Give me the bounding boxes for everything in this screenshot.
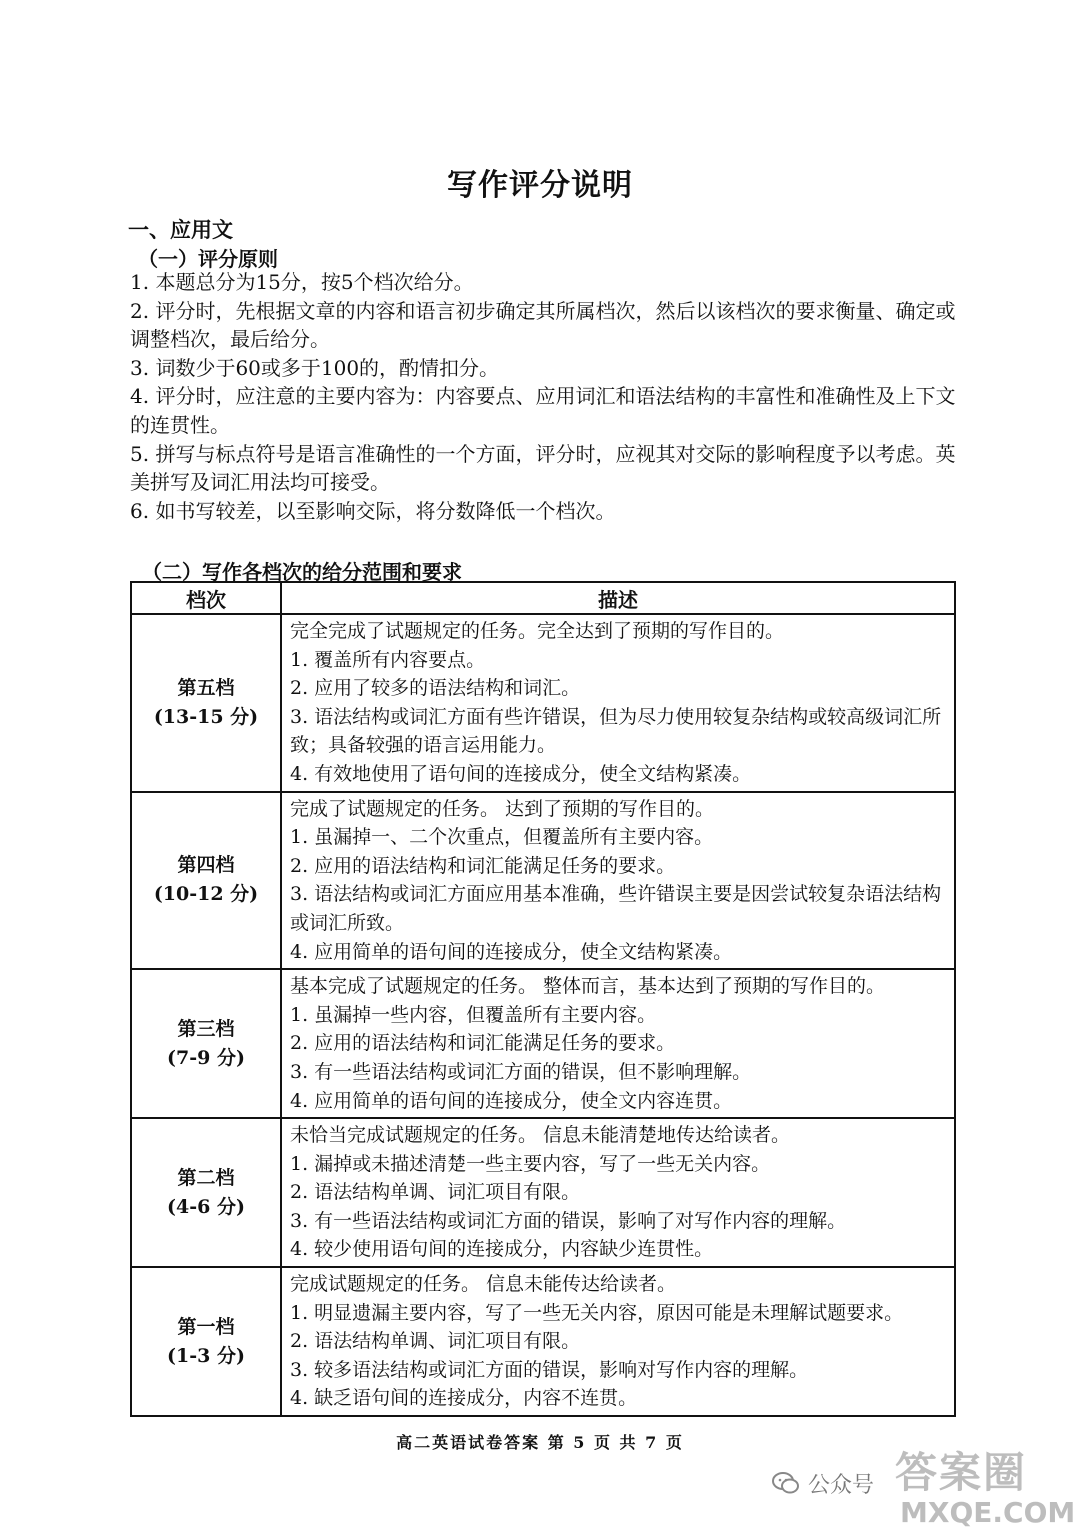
grade-level-name: 第一档 [177,1315,235,1338]
grade-description-cell [281,1267,955,1416]
grade-description-cell [281,969,955,1118]
table-row [131,614,955,792]
description-line: 1. 虽漏掉一些内容，但覆盖所有主要内容。 [290,1003,657,1026]
grade-level-cell [131,1267,281,1416]
grade-score-range: (1-3 分) [167,1344,245,1367]
table-row [131,1118,955,1267]
wechat-icon [772,1471,800,1495]
description-line: 3. 语法结构或词汇方面有些许错误，但为尽力使用较复杂结构或较高级词汇所致；具备较强的语言运用能力。 [290,705,942,757]
grade-level-name: 第四档 [177,854,235,877]
grading-table [130,581,956,1417]
description-line: 3. 有一些语法结构或词汇方面的错误，但不影响理解。 [290,1060,752,1083]
description-line: 4. 应用简单的语句间的连接成分，使全文结构紧凑。 [290,940,733,963]
grade-score-range: (7-9 分) [167,1046,245,1069]
table-row [131,792,955,970]
description-line: 3. 有一些语法结构或词汇方面的错误，影响了对写作内容的理解。 [290,1209,847,1232]
grade-description-cell [281,1118,955,1267]
description-line: 4. 较少使用语句间的连接成分，内容缺少连贯性。 [290,1238,714,1261]
description-line: 4. 有效地使用了语句间的连接成分，使全文结构紧凑。 [290,762,752,785]
grade-level-cell [131,614,281,792]
description-line: 1. 明显遗漏主要内容，写了一些无关内容，原因可能是未理解试题要求。 [290,1301,904,1324]
grade-description-cell [281,792,955,970]
grade-level-cell [131,969,281,1118]
description-line: 3. 语法结构或词汇方面应用基本准确，些许错误主要是因尝试较复杂语法结构或词汇所致。 [290,883,942,934]
grade-score-range: (4-6 分) [167,1195,245,1218]
grade-level-cell [131,1118,281,1267]
column-header-level: 档次 [131,582,281,614]
grade-level-name: 第五档 [177,676,235,699]
principles-list [130,268,960,525]
description-line: 完成了试题规定的任务。 达到了预期的写作目的。 [290,797,715,820]
description-line: 2. 语法结构单调、词汇项目有限。 [290,1181,581,1204]
grade-description-cell [281,614,955,792]
description-line: 完全完成了试题规定的任务。完全达到了预期的写作目的。 [290,620,785,642]
principle-item: 6. 如书写较差，以至影响交际，将分数降低一个档次。 [130,498,616,523]
table-row [131,969,955,1118]
grade-level-name: 第二档 [177,1166,235,1189]
grade-level-cell [131,792,281,970]
section-heading-applied-writing: 一、应用文 [128,217,233,242]
description-line: 4. 应用简单的语句间的连接成分，使全文内容连贯。 [290,1089,733,1112]
principle-item: 2. 评分时，先根据文章的内容和语言初步确定其所属档次，然后以该档次的要求衡量、确定或调整档次，最后给分。 [130,298,956,352]
grade-score-range: (10-12 分) [153,883,259,906]
watermark-logo-text: 答案圈 [895,1448,1028,1497]
subsection-heading-principles: （一）评分原则 [138,247,278,271]
watermark-domain-text: MXQE.COM [900,1496,1076,1529]
description-line: 2. 语法结构单调、词汇项目有限。 [290,1330,581,1353]
principle-item: 3. 词数少于60或多于100的，酌情扣分。 [130,355,500,380]
table-row [131,1267,955,1416]
description-line: 基本完成了试题规定的任务。 整体而言，基本达到了预期的写作目的。 [290,975,886,998]
description-line: 2. 应用了较多的语法结构和词汇。 [290,677,581,700]
description-line: 1. 虽漏掉一、二个次重点，但覆盖所有主要内容。 [290,826,714,849]
description-line: 1. 漏掉或未描述清楚一些主要内容，写了一些无关内容。 [290,1152,771,1175]
description-line: 2. 应用的语法结构和词汇能满足任务的要求。 [290,1032,676,1055]
page-footer: 高二英语试卷答案 第 5 页 共 7 页 [396,1433,684,1452]
grade-level-name: 第三档 [177,1017,235,1040]
table-header-row [131,582,955,614]
description-line: 3. 较多语法结构或词汇方面的错误，影响对写作内容的理解。 [290,1358,809,1381]
watermark-channel-label: 公众号 [808,1473,875,1498]
subsection-heading-grade-ranges: （二）写作各档次的给分范围和要求 [142,560,462,584]
column-header-description: 描述 [281,582,955,614]
description-line: 未恰当完成试题规定的任务。 信息未能清楚地传达给读者。 [290,1124,791,1147]
principle-item: 1. 本题总分为15分，按5个档次给分。 [130,270,474,294]
principle-item: 4. 评分时，应注意的主要内容为：内容要点、应用词汇和语法结构的丰富性和准确性及上下文的连贯性。 [130,384,956,437]
description-line: 2. 应用的语法结构和词汇能满足任务的要求。 [290,854,676,877]
grade-score-range: (13-15 分) [153,705,259,728]
description-line: 1. 覆盖所有内容要点。 [290,648,486,671]
principle-item: 5. 拼写与标点符号是语言准确性的一个方面，评分时，应视其对交际的影响程度予以考虑。英美拼写及词汇用法均可接受。 [130,441,956,495]
description-line: 完成试题规定的任务。 信息未能传达给读者。 [290,1273,677,1296]
description-line: 4. 缺乏语句间的连接成分，内容不连贯。 [290,1387,638,1410]
page-title: 写作评分说明 [447,168,633,203]
